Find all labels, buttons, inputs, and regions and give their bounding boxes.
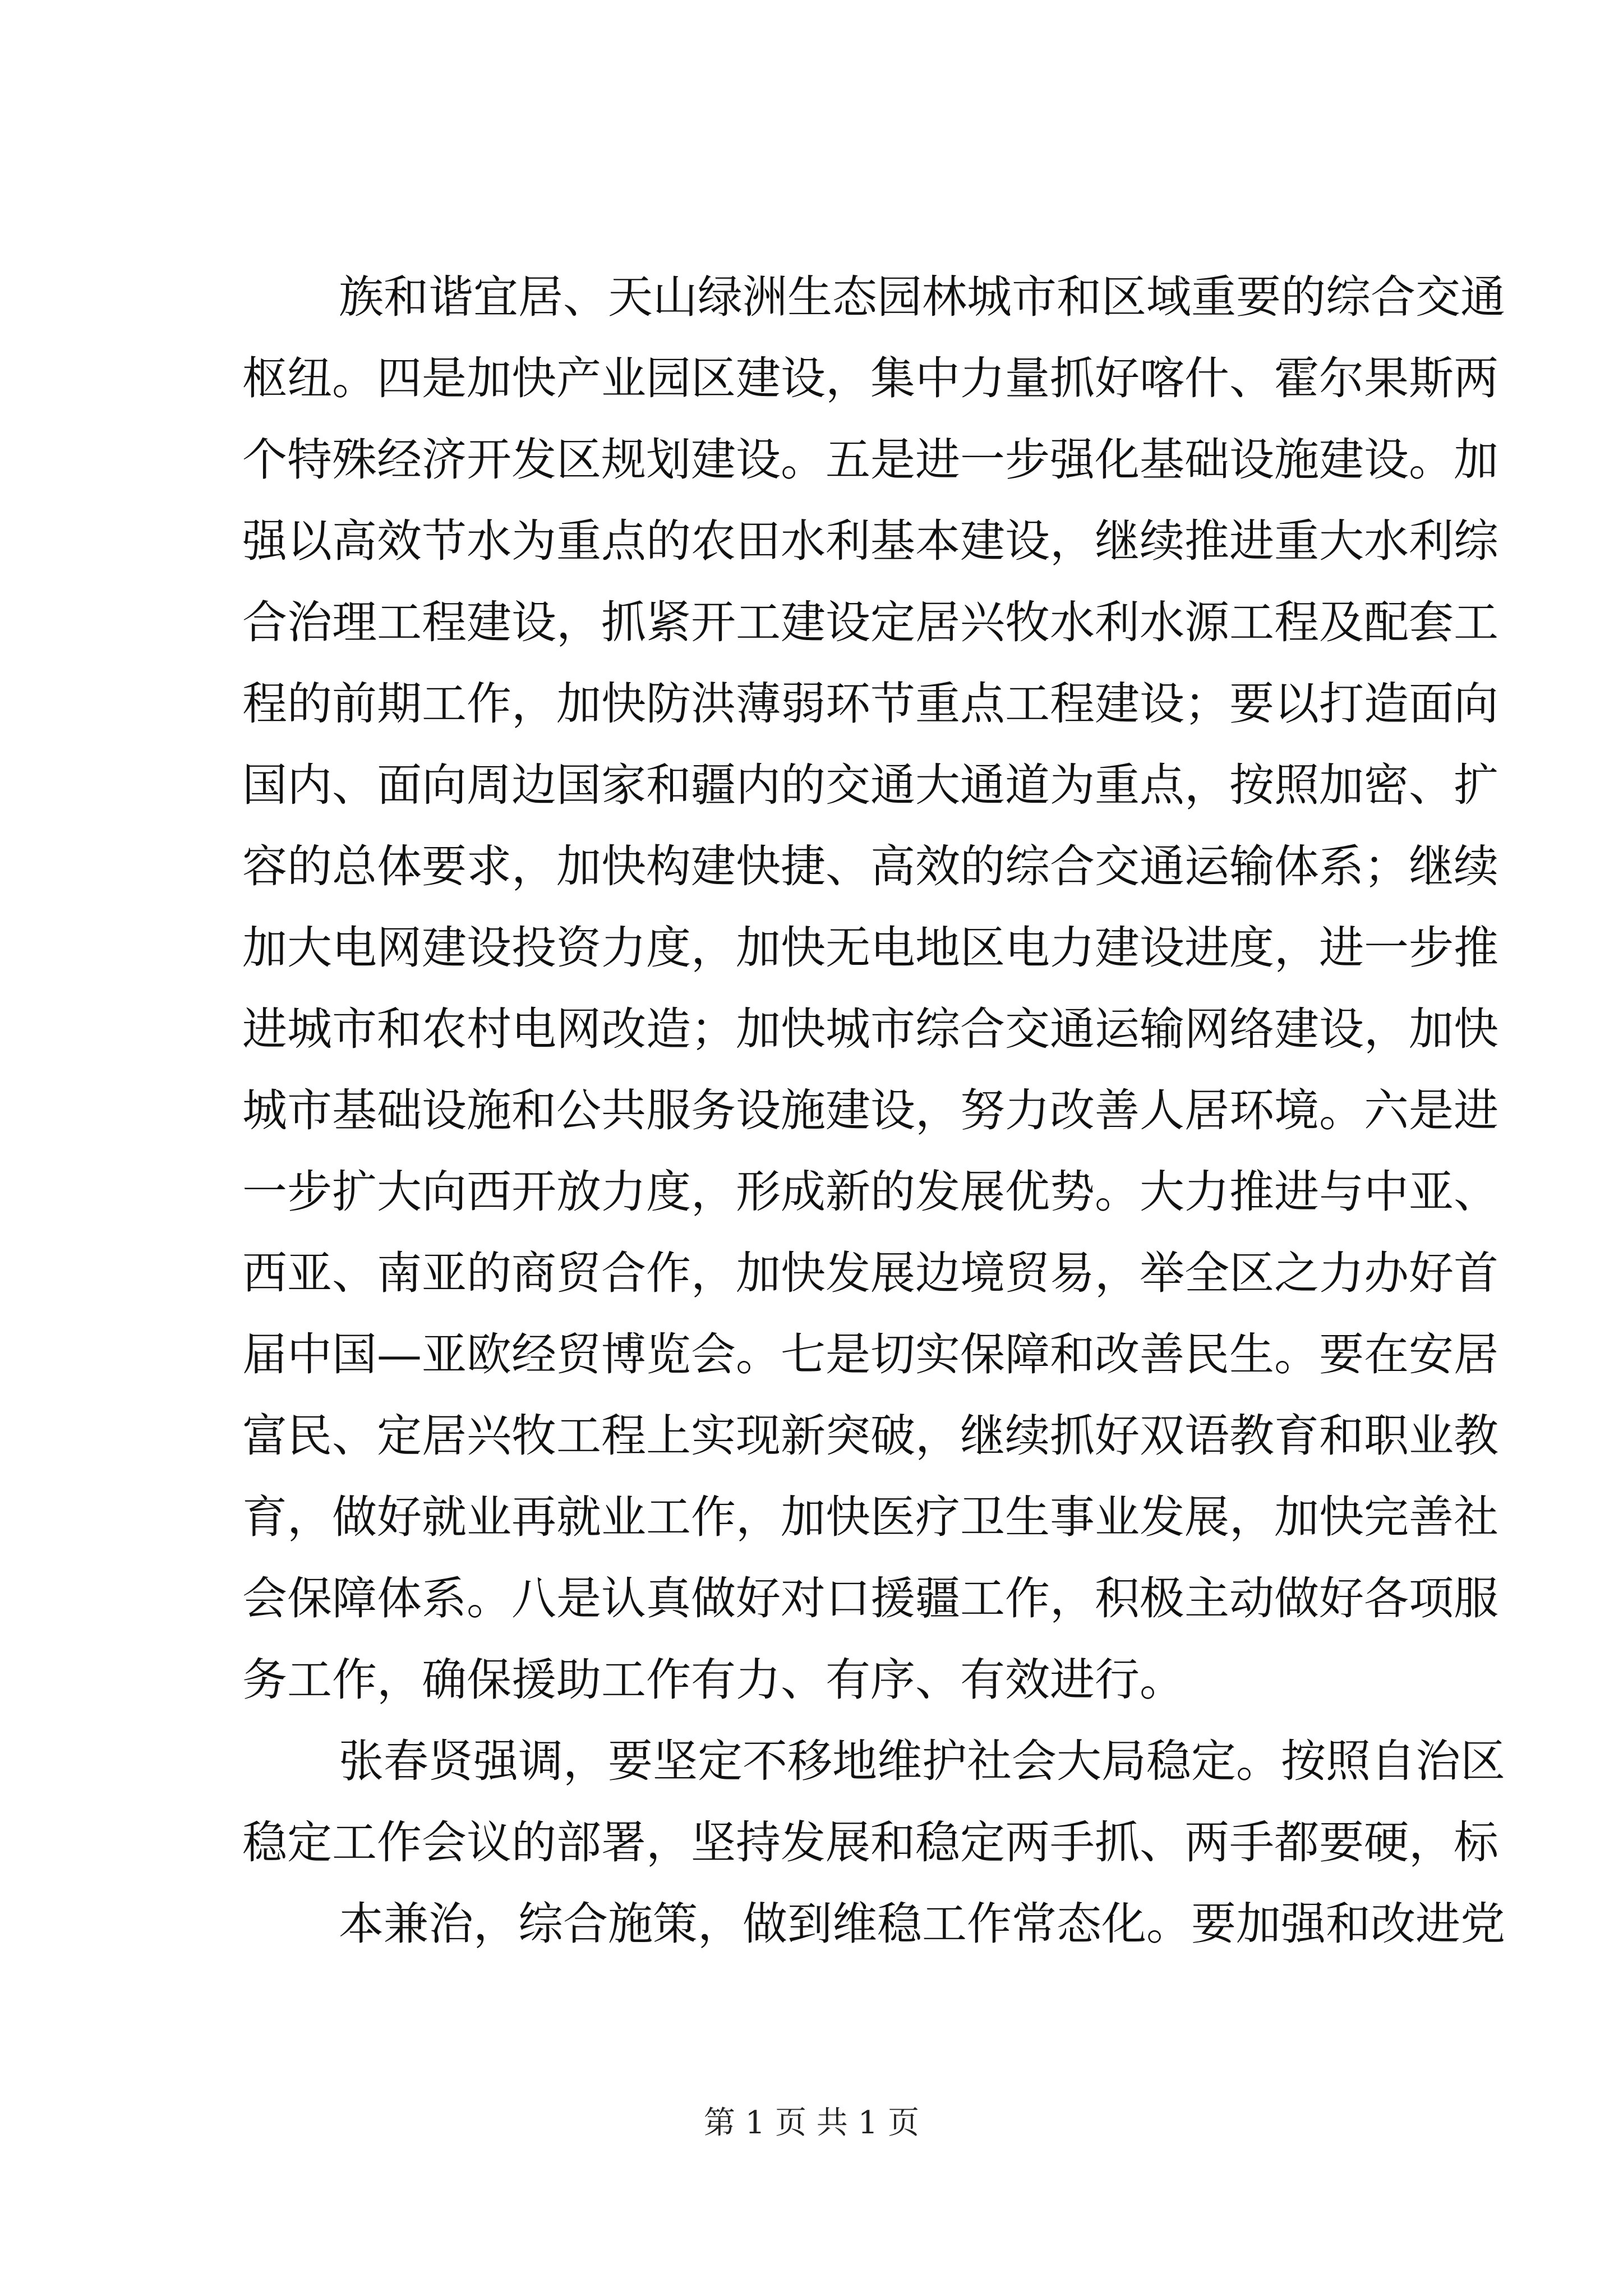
text-line-18: 务工作，确保援助工作有力、有序、有效进行。 (242, 1654, 1184, 1706)
text-line-4: 强以高效节水为重点的农田水利基本建设，继续推进重大水利综 (242, 515, 1498, 567)
text-line-11: 城市基础设施和公共服务设施建设，努力改善人居环境。六是进 (242, 1084, 1498, 1137)
page-footer: 第 1 页 共 1 页 (703, 2105, 920, 2141)
text-line-19: 张春贤强调，要坚定不移地维护社会大局稳定。按照自治区 (339, 1735, 1505, 1787)
text-line-12: 一步扩大向西开放力度，形成新的发展优势。大力推进与中亚、 (242, 1166, 1498, 1218)
text-line-5: 合治理工程建设，抓紧开工建设定居兴牧水利水源工程及配套工 (242, 596, 1498, 648)
text-line-10: 进城市和农村电网改造；加快城市综合交通运输网络建设，加快 (242, 1003, 1498, 1055)
text-line-9: 加大电网建设投资力度，加快无电地区电力建设进度，进一步推 (242, 922, 1498, 974)
text-line-16: 育，做好就业再就业工作，加快医疗卫生事业发展，加快完善社 (242, 1491, 1498, 1543)
text-line-21: 本兼治，综合施策，做到维稳工作常态化。要加强和改进党 (339, 1898, 1505, 1950)
text-line-8: 容的总体要求，加快构建快捷、高效的综合交通运输体系；继续 (242, 840, 1498, 892)
text-line-17: 会保障体系。八是认真做好对口援疆工作，积极主动做好各项服 (242, 1572, 1498, 1625)
text-line-13: 西亚、南亚的商贸合作，加快发展边境贸易，举全区之力办好首 (242, 1247, 1498, 1299)
text-line-6: 程的前期工作，加快防洪薄弱环节重点工程建设；要以打造面向 (242, 678, 1498, 730)
text-line-1: 族和谐宜居、天山绿洲生态园林城市和区域重要的综合交通 (339, 271, 1505, 323)
text-line-14: 届中国—亚欧经贸博览会。七是切实保障和改善民生。要在安居 (242, 1328, 1498, 1381)
text-line-3: 个特殊经济开发区规划建设。五是进一步强化基础设施建设。加 (242, 434, 1498, 486)
text-line-20: 稳定工作会议的部署，坚持发展和稳定两手抓、两手都要硬，标 (242, 1816, 1498, 1869)
text-line-7: 国内、面向周边国家和疆内的交通大通道为重点，按照加密、扩 (242, 759, 1498, 811)
text-line-15: 富民、定居兴牧工程上实现新突破，继续抓好双语教育和职业教 (242, 1410, 1498, 1462)
text-line-2: 枢纽。四是加快产业园区建设，集中力量抓好喀什、霍尔果斯两 (242, 352, 1498, 404)
